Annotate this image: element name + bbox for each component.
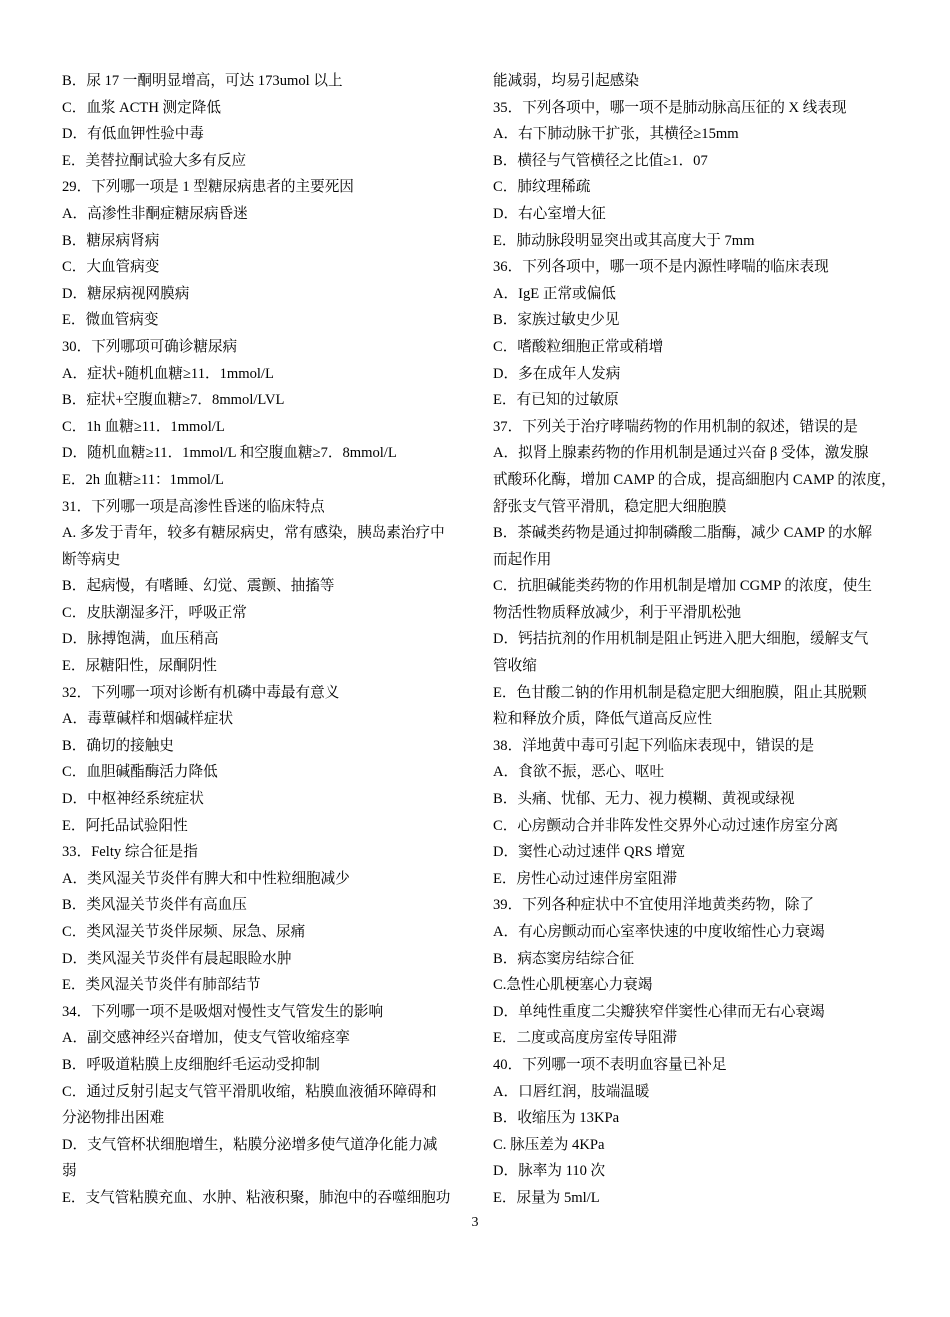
text-line: 断等病史 xyxy=(62,551,121,568)
text-line: D．随机血糖≥11．1mmol/L 和空腹血糖≥7．8mmol/L xyxy=(62,445,397,462)
text-line: C．嗜酸粒细胞正常或稍增 xyxy=(493,338,664,355)
left-column xyxy=(62,68,462,1212)
text-line: 而起作用 xyxy=(493,551,552,568)
text-line: 管收缩 xyxy=(493,658,537,675)
text-line: C. 脉压差为 4KPa xyxy=(493,1136,605,1153)
text-line: C．1h 血糖≥11．1mmol/L xyxy=(62,418,225,435)
text-line: B．家族过敏史少见 xyxy=(493,312,620,329)
text-line: A．有心房颤动而心室率快速的中度收缩性心力衰竭 xyxy=(493,924,825,940)
text-line: E．微血管病变 xyxy=(62,312,159,329)
text-line: E．美替拉酮试验大多有反应 xyxy=(62,152,247,169)
text-line: B．糖尿病肾病 xyxy=(62,232,160,249)
text-line: D．支气管杯状细胞增生，粘膜分泌增多使气道净化能力减 xyxy=(62,1136,438,1153)
text-line: C．皮肤潮湿多汗，呼吸正常 xyxy=(62,604,247,621)
text-line: 32．下列哪一项对诊断有机磷中毒最有意义 xyxy=(62,684,340,701)
text-line: B．茶碱类药物是通过抑制磷酸二脂酶，减少 CAMP 的水解 xyxy=(493,525,872,542)
text-line: D．钙拮抗剂的作用机制是阻止钙进入肥大细胞，缓解支气 xyxy=(493,631,869,648)
text-line: E．肺动脉段明显突出或其高度大于 7mm xyxy=(493,232,755,249)
text-line: A．副交感神经兴奋增加，使支气管收缩痉挛 xyxy=(62,1030,350,1047)
text-line: E．2h 血糖≥11：1mmol/L xyxy=(62,471,224,488)
text-line: C．类风湿关节炎伴尿频、尿急、尿痛 xyxy=(62,924,306,940)
text-line: 35．下列各项中，哪一项不是肺动脉高压征的 X 线表现 xyxy=(493,99,847,116)
text-line: 能减弱，均易引起感染 xyxy=(493,73,639,89)
text-line: 粒和释放介质，降低气道高反应性 xyxy=(493,711,712,728)
text-line: 弱 xyxy=(62,1163,77,1180)
text-line: 31．下列哪一项是高渗性昏迷的临床特点 xyxy=(62,498,325,515)
text-line: 舒张支气管平滑肌，稳定肥大细胞膜 xyxy=(493,498,727,515)
text-line: 38．洋地黄中毒可引起下列临床表现中，错误的是 xyxy=(493,737,815,754)
text-line: A. 多发于青年，较多有糖尿病史，常有感染，胰岛素治疗中 xyxy=(62,525,445,542)
right-column xyxy=(493,68,903,1212)
text-line: 36．下列各项中，哪一项不是内源性哮喘的临床表现 xyxy=(493,259,829,276)
text-line: A．右下肺动脉干扩张，其横径≥15mm xyxy=(493,126,739,143)
text-line: E．房性心动过速伴房室阻滞 xyxy=(493,870,678,887)
text-line: 33．Felty 综合征是指 xyxy=(62,844,198,861)
text-line: A．IgE 正常或偏低 xyxy=(493,285,616,302)
text-line: B．头痛、忧郁、无力、视力模糊、黄视或绿视 xyxy=(493,791,795,808)
text-line: C．血胆碱酯酶活力降低 xyxy=(62,764,218,781)
text-line: D．中枢神经系统症状 xyxy=(62,791,204,808)
text-line: C.急性心肌梗塞心力衰竭 xyxy=(493,977,653,994)
text-line: 29．下列哪一项是 1 型糖尿病患者的主要死因 xyxy=(62,179,354,196)
text-line: 40．下列哪一项不表明血容量已补足 xyxy=(493,1056,727,1073)
text-line: E．尿糖阳性，尿酮阴性 xyxy=(62,658,217,675)
text-line: 分泌物排出困难 xyxy=(62,1110,165,1127)
text-line: 39．下列各种症状中不宜使用洋地黄类药物，除了 xyxy=(493,897,815,914)
text-line: 甙酸环化酶，增加 CAMP 的合成，提高細胞内 CAMP 的浓度， xyxy=(493,471,896,488)
text-line: A．症状+随机血糖≥11．1mmol/L xyxy=(62,365,274,382)
text-line: D．类风湿关节炎伴有晨起眼睑水肿 xyxy=(62,950,292,967)
text-line: B．确切的接触史 xyxy=(62,737,174,754)
page-number: 3 xyxy=(471,1215,479,1230)
text-line: B．收缩压为 13KPa xyxy=(493,1110,620,1127)
text-line: A．类风湿关节炎伴有脾大和中性粒细胞减少 xyxy=(62,870,350,887)
text-line: D．有低血钾性验中毒 xyxy=(62,126,204,143)
text-line: 34．下列哪一项不是吸烟对慢性支气管发生的影响 xyxy=(62,1003,384,1020)
text-line: B．起病慢，有嗜睡、幻觉、震颤、抽搐等 xyxy=(62,578,335,595)
text-line: E．阿托品试验阳性 xyxy=(62,817,188,834)
text-line: E．有已知的过敏原 xyxy=(493,392,619,409)
text-line: B．横径与气管横径之比值≥1．07 xyxy=(493,152,708,169)
text-line: B．类风湿关节炎伴有高血压 xyxy=(62,897,247,914)
text-line: E．尿量为 5ml/L xyxy=(493,1189,600,1206)
text-line: B．呼吸道粘膜上皮细胞纤毛运动受抑制 xyxy=(62,1056,320,1073)
text-line: C．血浆 ACTH 测定降低 xyxy=(62,99,221,116)
text-line: A．口唇红润，肢端温暖 xyxy=(493,1083,650,1100)
text-line: E．支气管粘膜充血、水肿、粘液积聚，肺泡中的吞噬细胞功 xyxy=(62,1189,451,1206)
text-line: E．类风湿关节炎伴有肺部结节 xyxy=(62,977,261,994)
text-line: B．症状+空腹血糖≥7．8mmol/LVL xyxy=(62,392,285,409)
text-line: C．大血管病变 xyxy=(62,259,160,276)
text-line: A．高渗性非酮症糖尿病昏迷 xyxy=(62,205,248,222)
text-line: A．毒蕈碱样和烟碱样症状 xyxy=(62,711,234,728)
text-line: D．脉搏饱满，血压稍高 xyxy=(62,631,219,648)
text-line: C．心房颤动合并非阵发性交界外心动过速作房室分离 xyxy=(493,817,839,834)
text-line: D．右心室增大征 xyxy=(493,205,606,222)
text-line: A．食欲不振，恶心、呕吐 xyxy=(493,764,665,781)
text-line: D．单纯性重度二尖瓣狭窄伴窦性心律而无右心衰竭 xyxy=(493,1003,825,1020)
text-line: D．多在成年人发病 xyxy=(493,365,621,382)
text-line: D．糖尿病视网膜病 xyxy=(62,285,190,302)
text-line: D．窦性心动过速伴 QRS 增宽 xyxy=(493,844,686,861)
text-line: B．病态窦房结综合征 xyxy=(493,950,635,967)
text-line: E．色甘酸二钠的作用机制是稳定肥大细胞膜，阻止其脱颗 xyxy=(493,684,867,701)
text-line: C．通过反射引起支气管平滑肌收缩，粘膜血液循环障碍和 xyxy=(62,1083,437,1100)
text-line: C．抗胆碱能类药物的作用机制是增加 CGMP 的浓度，使生 xyxy=(493,578,872,595)
text-line: C．肺纹理稀疏 xyxy=(493,179,591,196)
text-line: A．拟肾上腺素药物的作用机制是通过兴奋 β 受体，激发腺 xyxy=(493,445,869,462)
text-line: D．脉率为 110 次 xyxy=(493,1163,606,1180)
text-line: 30．下列哪项可确诊糖尿病 xyxy=(62,338,238,355)
text-line: 物活性物质释放减少，利于平滑肌松弛 xyxy=(493,604,742,621)
text-line: E．二度或高度房室传导阻滞 xyxy=(493,1030,678,1047)
text-line: 37．下列关于治疗哮喘药物的作用机制的叙述，错误的是 xyxy=(493,418,858,435)
text-line: B．尿 17 一酮明显增高，可达 173umol 以上 xyxy=(62,73,343,89)
